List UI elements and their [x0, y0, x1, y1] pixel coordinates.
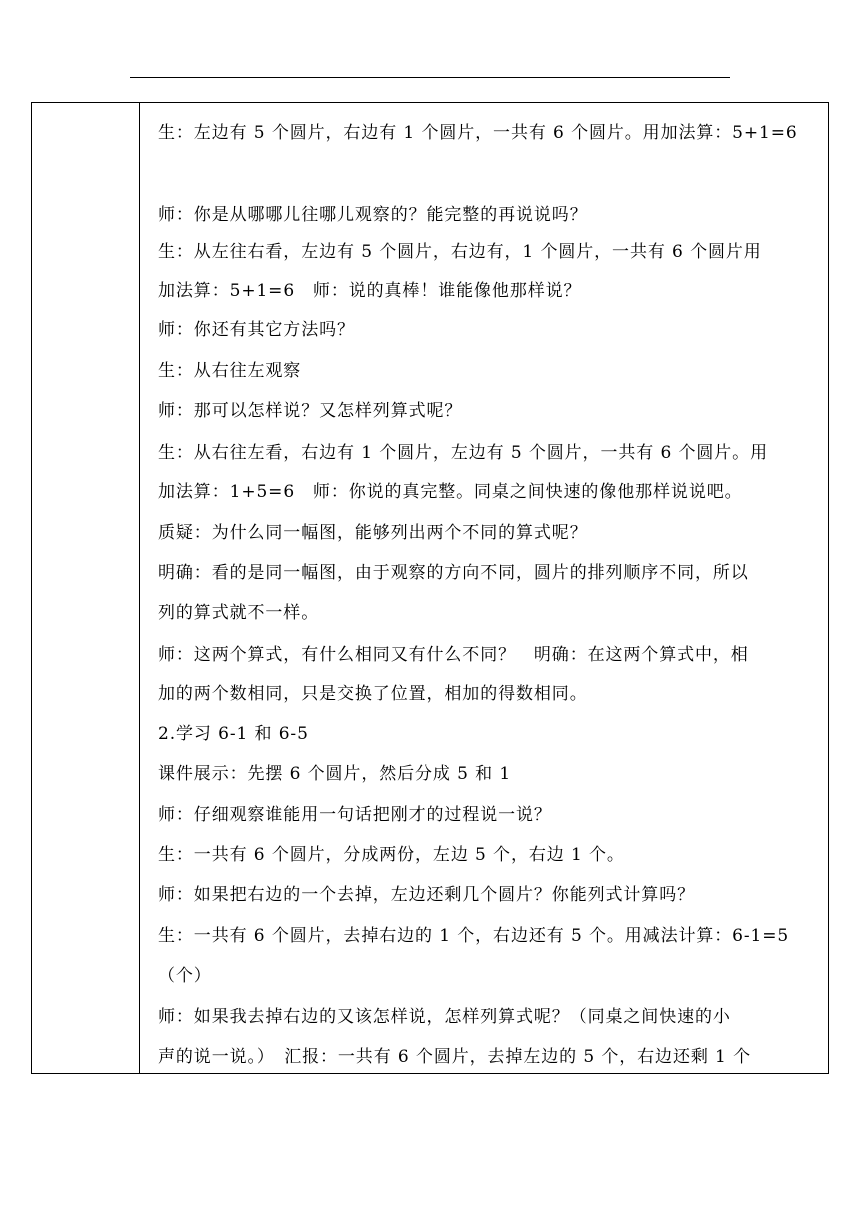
- text-line: 师：那可以怎样说？又怎样列算式呢？: [158, 401, 463, 421]
- text-line: 声的说一说。） 汇报：一共有 6 个圆片，去掉左边的 5 个，右边还剩 1 个: [158, 1047, 751, 1067]
- text-line: 生：从左往右看，左边有 5 个圆片，右边有，1 个圆片，一共有 6 个圆片用: [158, 242, 762, 262]
- text-line: 质疑：为什么同一幅图，能够列出两个不同的算式呢？: [158, 523, 588, 543]
- text-line: 生：一共有 6 个圆片，去掉右边的 1 个，右边还有 5 个。用减法计算：6-1=5: [158, 926, 790, 946]
- text-line: 生：左边有 5 个圆片，右边有 1 个圆片，一共有 6 个圆片。用加法算：5+1=6: [158, 123, 798, 143]
- text-line: （个）: [158, 966, 212, 986]
- text-line: 生：从右往左观察: [158, 361, 302, 381]
- text-line: 师：你还有其它方法吗？: [158, 320, 355, 340]
- left-column-cell: [32, 103, 140, 1073]
- text-line: 师：如果把右边的一个去掉，左边还剩几个圆片？你能列式计算吗？: [158, 885, 695, 905]
- text-line: 生：一共有 6 个圆片，分成两份，左边 5 个，右边 1 个。: [158, 845, 625, 865]
- text-line: 师：如果我去掉右边的又该怎样说，怎样列算式呢？（同桌之间快速的小: [158, 1007, 731, 1027]
- text-line: 师：这两个算式，有什么相同又有什么不同？ 明确：在这两个算式中，相: [158, 645, 749, 665]
- text-line: 加法算：1+5=6 师：你说的真完整。同桌之间快速的像他那样说说吧。: [158, 482, 743, 502]
- text-line: 加的两个数相同，只是交换了位置，相加的得数相同。: [158, 684, 588, 704]
- text-line: 列的算式就不一样。: [158, 603, 320, 623]
- text-line: 师：仔细观察谁能用一句话把刚才的过程说一说？: [158, 805, 552, 825]
- text-line: 明确：看的是同一幅图，由于观察的方向不同，圆片的排列顺序不同，所以: [158, 563, 749, 583]
- text-line: 课件展示：先摆 6 个圆片，然后分成 5 和 1: [158, 764, 512, 784]
- header-rule: [130, 77, 730, 78]
- text-line: 加法算：5+1=6 师：说的真棒！谁能像他那样说？: [158, 281, 582, 301]
- text-line: 2.学习 6-1 和 6-5: [158, 724, 309, 744]
- lesson-table: [31, 102, 829, 1074]
- text-line: 生：从右往左看，右边有 1 个圆片，左边有 5 个圆片，一共有 6 个圆片。用: [158, 443, 768, 463]
- text-line: 师：你是从哪哪儿往哪儿观察的？能完整的再说说吗？: [158, 205, 588, 225]
